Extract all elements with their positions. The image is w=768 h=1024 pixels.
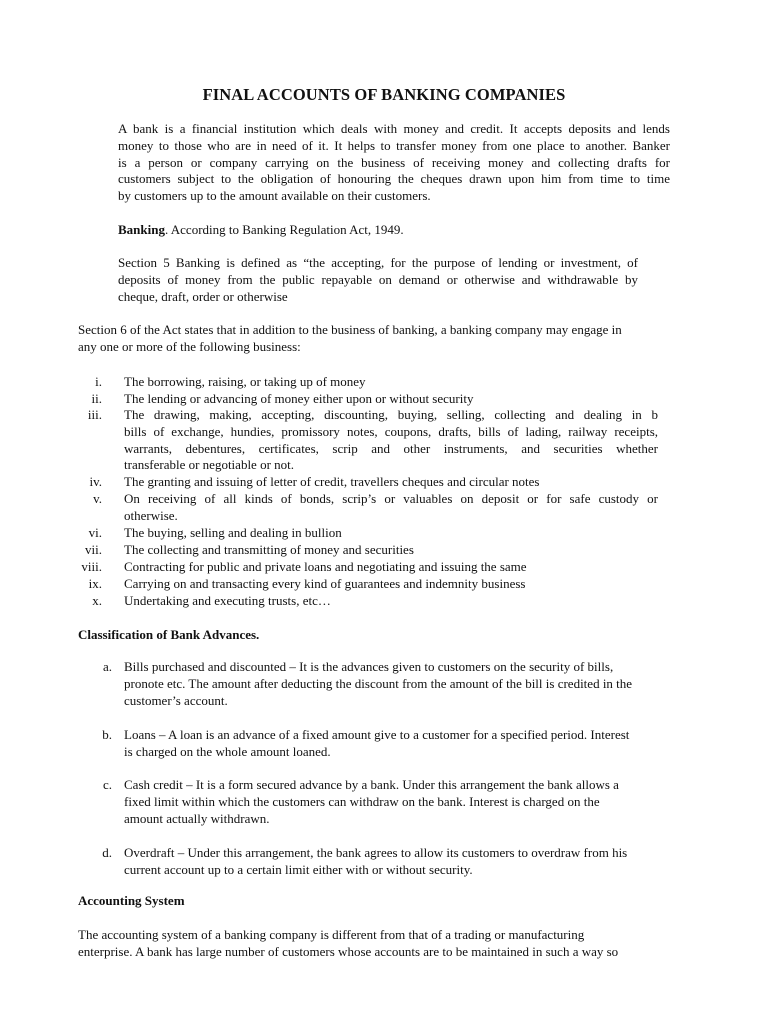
advance-item-text bbox=[124, 727, 680, 761]
section6-paragraph bbox=[78, 322, 678, 356]
advance-item-line: current account up to a certain limit either with or without security. bbox=[124, 861, 473, 877]
list-item-text: The borrowing, raising, or taking up of money bbox=[124, 374, 366, 389]
document-title: FINAL ACCOUNTS OF BANKING COMPANIES bbox=[202, 85, 566, 104]
accounting-line: The accounting system of a banking company is different from that of a trading or manufacturing bbox=[78, 927, 585, 942]
accounting-line: enterprise. A bank has large number of customers whose accounts are to be maintained in such a way so bbox=[78, 943, 619, 959]
advance-item-line: Overdraft – Under this arrangement, the bank agrees to allow its customers to overdraw from his bbox=[124, 845, 628, 860]
list-item-number: iii. bbox=[87, 407, 102, 422]
list-item-line: The drawing, making, accepting, discounting, buying, selling, collecting and dealing in b bbox=[124, 407, 658, 422]
list-item-number: iv. bbox=[89, 474, 102, 489]
advance-item-line: Loans – A loan is an advance of a fixed amount give to a customer for a specified period. Interest bbox=[124, 727, 630, 742]
section5-line: deposits of money from the public repayable on demand or otherwise and withdrawable by bbox=[118, 271, 638, 287]
advance-item-text bbox=[124, 659, 680, 709]
list-item-text: The buying, selling and dealing in bullion bbox=[124, 525, 342, 540]
section6-line: Section 6 of the Act states that in addition to the business of banking, a banking company may engage in bbox=[78, 322, 622, 337]
section5-paragraph bbox=[118, 255, 638, 305]
section5-line: Section 5 Banking is defined as “the accepting, for the purpose of lending or investment, of bbox=[118, 255, 638, 270]
list-item-text bbox=[124, 407, 658, 474]
section6-line: any one or more of the following business: bbox=[78, 338, 301, 354]
advance-item-letter: a. bbox=[102, 659, 112, 674]
banking-text: . According to Banking Regulation Act, 1949. bbox=[164, 222, 404, 237]
list-item-number: vi. bbox=[88, 525, 102, 540]
intro-line: A bank is a financial institution which deals with money and credit. It accepts deposits and lends bbox=[118, 121, 670, 136]
advances-heading: Classification of Bank Advances. bbox=[78, 627, 260, 642]
list-item-text bbox=[124, 491, 658, 525]
list-item-line: On receiving of all kinds of bonds, scrip’s or valuables on deposit or for safe custody or bbox=[124, 491, 658, 506]
list-item-line: transferable or negotiable or not. bbox=[124, 457, 295, 473]
advance-item-line: is charged on the whole amount loaned. bbox=[124, 743, 331, 759]
advance-item-line: customer’s account. bbox=[124, 692, 228, 708]
list-item-number: viii. bbox=[81, 559, 102, 574]
advance-item-letter: d. bbox=[102, 845, 112, 860]
list-item-number: ix. bbox=[88, 576, 102, 591]
intro-line: customers subject to the obligation of honouring the cheques drawn upon him from time to time bbox=[118, 171, 670, 187]
list-item-text: The lending or advancing of money either upon or without security bbox=[124, 391, 474, 406]
advance-item-letter: b. bbox=[102, 727, 112, 742]
list-item-line: warrants, debentures, certificates, scrip and other instruments, and securities whether bbox=[124, 440, 658, 456]
accounting-heading: Accounting System bbox=[78, 893, 185, 908]
list-item-number: x. bbox=[92, 593, 102, 608]
list-item-text: The collecting and transmitting of money and securities bbox=[124, 542, 414, 557]
list-item-text: Carrying on and transacting every kind of guarantees and indemnity business bbox=[124, 576, 526, 591]
list-item-number: ii. bbox=[91, 391, 102, 406]
list-item-number: v. bbox=[93, 491, 102, 506]
list-item-text: Contracting for public and private loans and negotiating and issuing the same bbox=[124, 559, 527, 574]
intro-line: by customers up to the amount available on their customers. bbox=[118, 188, 431, 204]
advance-item-letter: c. bbox=[102, 777, 112, 792]
list-item-number: i. bbox=[95, 374, 102, 389]
advance-item-text bbox=[124, 845, 680, 879]
advance-item-line: Cash credit – It is a form secured advance by a bank. Under this arrangement the bank allows a bbox=[124, 777, 619, 792]
section5-line: cheque, draft, order or otherwise bbox=[118, 288, 288, 304]
list-item-text: Undertaking and executing trusts, etc… bbox=[124, 593, 331, 608]
advance-item-line: fixed limit within which the customers can withdraw on the bank. Interest is charged on the bbox=[124, 793, 600, 809]
banking-definition bbox=[118, 222, 670, 239]
advance-item-line: amount actually withdrawn. bbox=[124, 810, 270, 826]
list-item-number: vii. bbox=[85, 542, 102, 557]
list-item-line: otherwise. bbox=[124, 507, 178, 523]
banking-label: Banking bbox=[118, 222, 165, 237]
list-item-text: The granting and issuing of letter of credit, travellers cheques and circular notes bbox=[124, 474, 540, 489]
advance-item-line: pronote etc. The amount after deducting the discount from the amount of the bill is credited in the bbox=[124, 675, 633, 691]
intro-paragraph bbox=[118, 121, 670, 205]
advance-item-text bbox=[124, 777, 680, 827]
intro-line: is a person or company carrying on the business of receiving money and collecting drafts for bbox=[118, 154, 670, 170]
list-item-line: bills of exchange, hundies, promissory notes, coupons, drafts, bills of lading, railway receipts, bbox=[124, 423, 658, 439]
advance-item-line: Bills purchased and discounted – It is the advances given to customers on the security of bills, bbox=[124, 659, 614, 674]
accounting-paragraph bbox=[78, 927, 688, 961]
intro-line: money to those who are in need of it. It helps to transfer money from one place to another. Banker bbox=[118, 137, 670, 153]
